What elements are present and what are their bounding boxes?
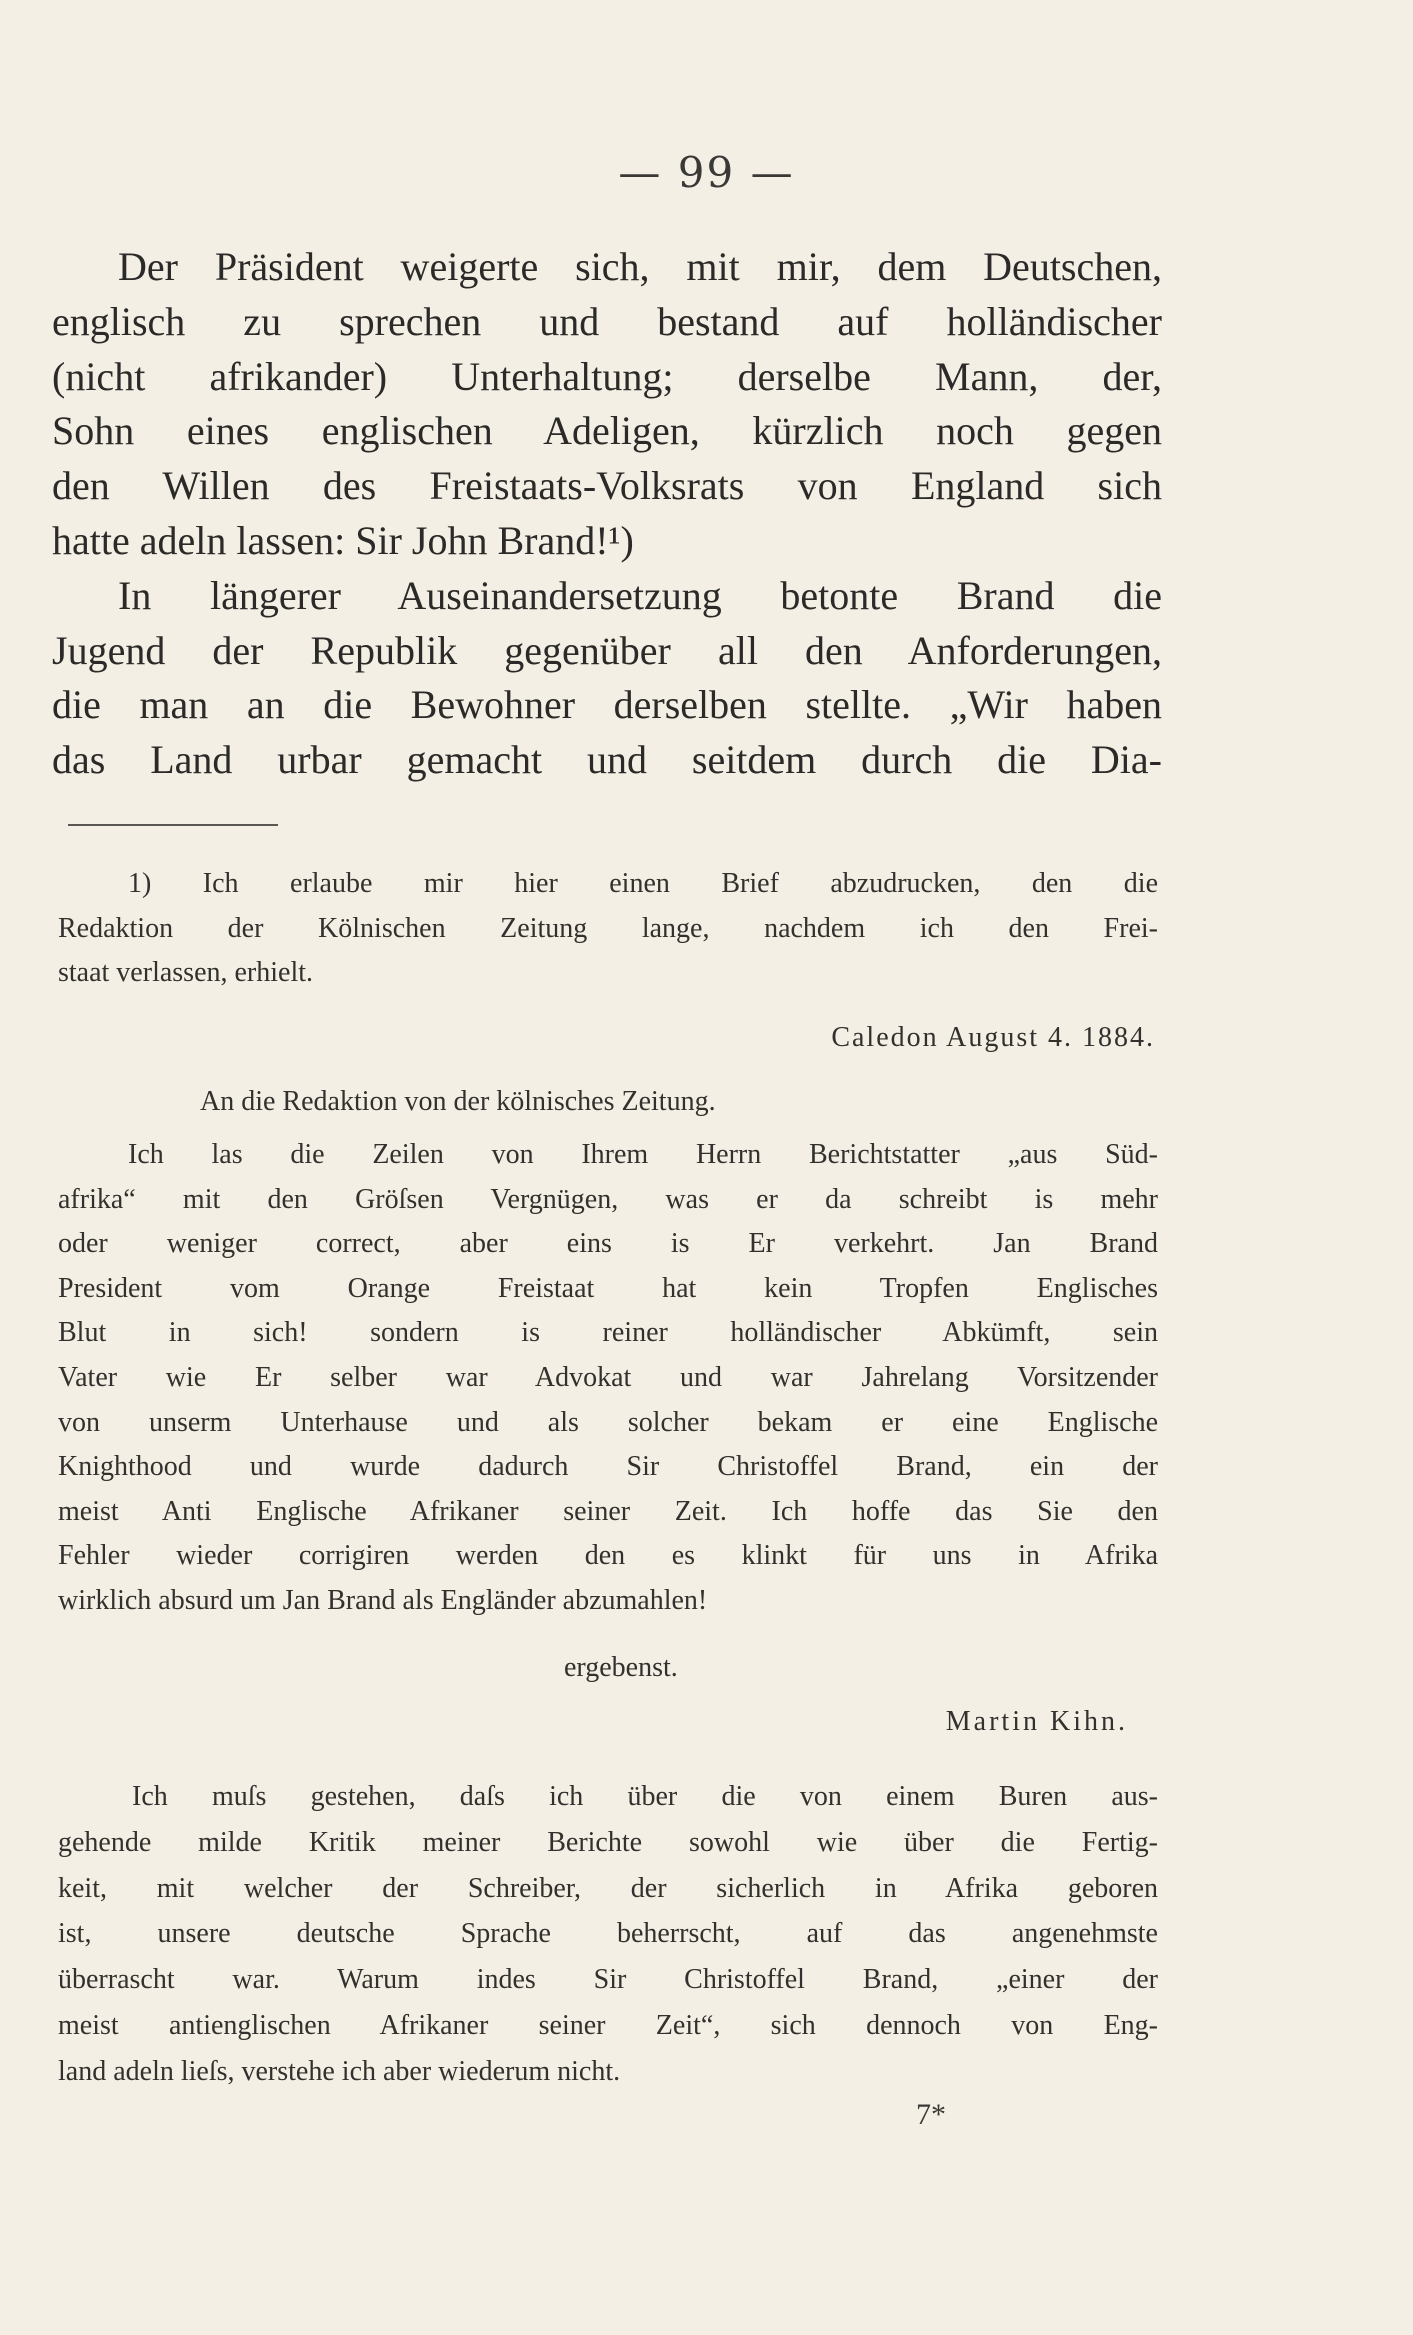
footnote-line: 1) Ich erlaube mir hier einen Brief abzudrucken, den die [128, 868, 1158, 899]
letter-salutation: An die Redaktion von der kölnisches Zeitung. [200, 1086, 716, 1117]
letter-line: afrika“ mit den Gröſsen Vergnügen, was er da schreibt is mehr [58, 1183, 1158, 1215]
main-line: Jugend der Republik gegenüber all den Anforderungen, [52, 627, 1162, 673]
letter-line: oder weniger correct, aber eins is Er verkehrt. Jan Brand [58, 1228, 1158, 1260]
main-line: die man an die Bewohner derselben stellte. „Wir haben [52, 682, 1162, 728]
main-line: (nicht afrikander) Unterhaltung; derselbe Mann, der, [52, 353, 1162, 399]
letter-line: wirklich absurd um Jan Brand als Engländer abzumahlen! [58, 1584, 708, 1616]
comment-line: überrascht war. Warum indes Sir Christoffel Brand, „einer der [58, 1964, 1158, 1996]
letter-line: meist Anti Englische Afrikaner seiner Zeit. Ich hoffe das Sie den [58, 1495, 1158, 1527]
letter-line: Fehler wieder corrigiren werden den es klinkt für uns in Afrika [58, 1540, 1158, 1572]
letter-line: Ich las die Zeilen von Ihrem Herrn Berichtstatter „aus Süd- [128, 1139, 1158, 1170]
main-line: englisch zu sprechen und bestand auf holländischer [52, 298, 1162, 344]
main-line: den Willen des Freistaats-Volksrats von England sich [52, 463, 1162, 509]
footnote-intro [58, 862, 1158, 996]
letter-line: President vom Orange Freistaat hat kein Tropfen Englisches [58, 1272, 1158, 1304]
main-line: Sohn eines englischen Adeligen, kürzlich noch gegen [52, 408, 1162, 454]
footnote-comment [58, 1774, 1158, 2095]
page-number: — 99 — [618, 148, 795, 197]
letter-body [58, 1133, 1158, 1624]
comment-line: land adeln lieſs, verstehe ich aber wiederum nicht. [58, 2055, 621, 2087]
comment-line: Ich muſs gestehen, daſs ich über die von einem Buren aus- [132, 1781, 1158, 1812]
main-line: Der Präsident weigerte sich, mit mir, dem Deutschen, [118, 244, 1162, 289]
footnote-line: Redaktion der Kölnischen Zeitung lange, nachdem ich den Frei- [58, 912, 1158, 944]
main-line: In längerer Auseinandersetzung betonte Brand die [118, 572, 1162, 618]
main-line: hatte adeln lassen: Sir John Brand!¹) [52, 517, 634, 563]
letter-line: Knighthood und wurde dadurch Sir Christoffel Brand, ein der [58, 1451, 1158, 1483]
letter-line: Vater wie Er selber war Advokat und war Jahrelang Vorsitzender [58, 1361, 1158, 1393]
letter-date: Caledon August 4. 1884. [831, 1022, 1155, 1053]
footnote-divider [68, 824, 278, 826]
letter-line: Blut in sich! sondern is reiner holländischer Abkümft, sein [58, 1317, 1158, 1349]
letter-line: von unserm Unterhause und als solcher bekam er eine Englische [58, 1406, 1158, 1438]
comment-line: gehende milde Kritik meiner Berichte sowohl wie über die Fertig- [58, 1826, 1158, 1858]
main-text [52, 240, 1162, 788]
letter-closing: ergebenst. [564, 1652, 678, 1683]
main-line: das Land urbar gemacht und seitdem durch die Dia- [52, 737, 1162, 783]
printer-signature-mark: 7* [916, 2098, 946, 2131]
footnote-line: staat verlassen, erhielt. [58, 957, 314, 989]
comment-line: ist, unsere deutsche Sprache beherrscht, auf das angenehmste [58, 1918, 1158, 1950]
letter-signature: Martin Kihn. [945, 1706, 1128, 1737]
comment-line: meist antienglischen Afrikaner seiner Zeit“, sich dennoch von Eng- [58, 2009, 1158, 2041]
comment-line: keit, mit welcher der Schreiber, der sicherlich in Afrika geboren [58, 1872, 1158, 1904]
